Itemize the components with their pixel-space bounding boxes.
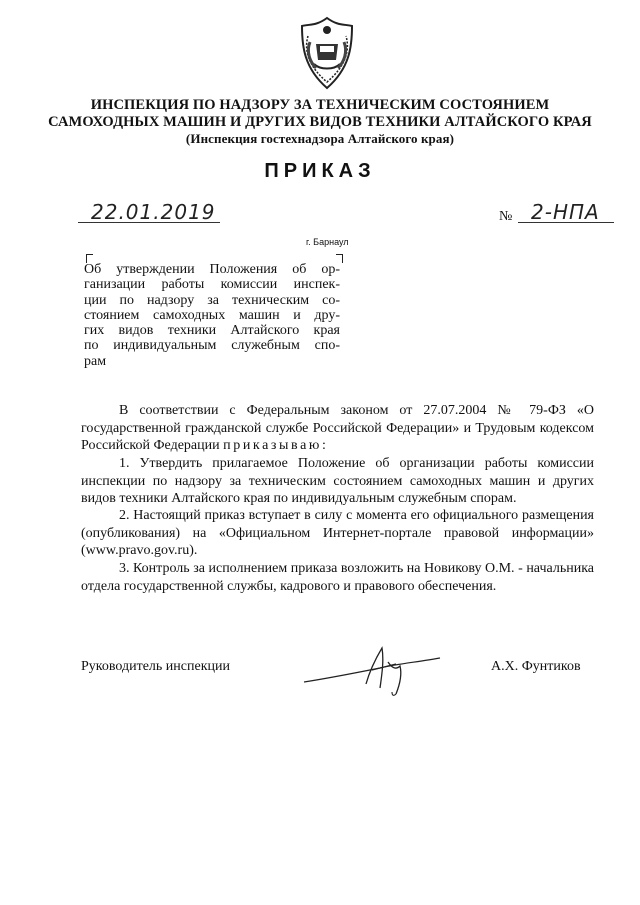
agency-name-line-1: ИНСПЕКЦИЯ ПО НАДЗОРУ ЗА ТЕХНИЧЕСКИМ СОСТОЯНИЕМ [90, 97, 550, 113]
order-date: 22.01.2019 [91, 200, 216, 224]
signatory-name: А.Х. Фунтиков [491, 659, 581, 674]
preamble-paragraph [81, 402, 594, 455]
subject-line: по индивидуальным служебным спо- [84, 338, 340, 354]
date-underline [78, 222, 220, 223]
document-title: ПРИКАЗ [264, 160, 376, 182]
order-word: приказываю: [223, 438, 329, 453]
order-item-3: 3. Контроль за исполнением приказа возложить на Новикову О.М. - начальника отдела государственной службы, кадрового и правового обеспечения. [81, 561, 594, 594]
agency-short-name: (Инспекция гостехнадзора Алтайского края) [185, 131, 455, 146]
order-number: 2-НПА [531, 200, 600, 224]
number-underline [518, 222, 614, 223]
signatory-role: Руководитель инспекции [81, 659, 230, 674]
subject-line: ганизации работы комиссии инспек- [84, 277, 340, 293]
subject-line: гих видов техники Алтайского края [84, 323, 340, 339]
order-subject [84, 262, 340, 369]
preamble-text: В соответствии с Федеральным законом от 27.07.2004 № 79-ФЗ «О государственной гражданской службе Российской Федерации» и Трудовым кодексом Российской Федерации [81, 403, 594, 453]
order-item-1: 1. Утвердить прилагаемое Положение об организации работы комиссии инспекции по надзору за техническим состоянием самоходных машин и других видов техники Алтайского края по индивидуальным служебным спорам. [81, 456, 594, 506]
city: г. Барнаул [306, 237, 349, 247]
subject-line: ции по надзору за техническим со- [84, 292, 340, 308]
coat-of-arms-emblem [296, 16, 358, 92]
number-sign: № [499, 209, 513, 224]
order-item-2: 2. Настоящий приказ вступает в силу с момента его официального размещения (опубликования) на «Официальном Интернет-портале правовой информации» (www.pravo.gov.ru). [81, 508, 594, 558]
handwritten-signature [300, 640, 442, 700]
subject-line: стоянием самоходных машин и дру- [84, 307, 340, 323]
subject-line: Об утверждении Положения об ор- [84, 262, 340, 277]
subject-line: рам [84, 353, 107, 369]
agency-name-line-2: САМОХОДНЫХ МАШИН И ДРУГИХ ВИДОВ ТЕХНИКИ АЛТАЙСКОГО КРАЯ [48, 114, 592, 130]
